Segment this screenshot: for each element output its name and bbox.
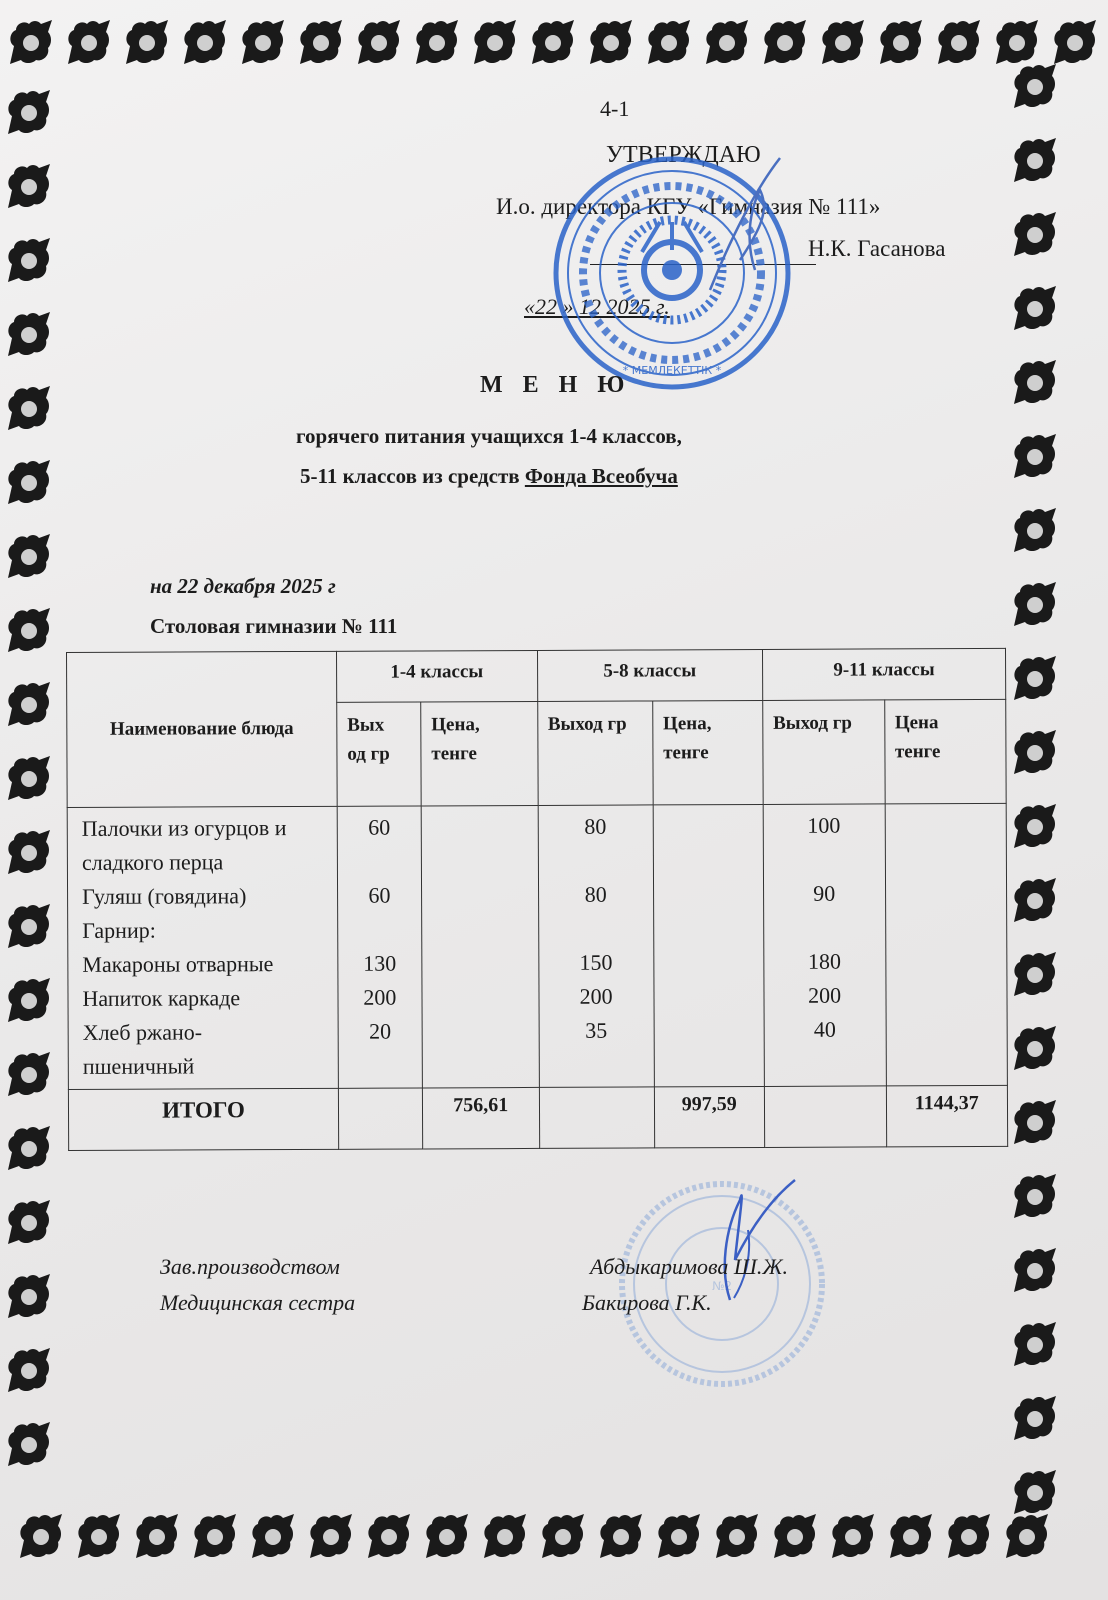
flower-ornament-icon [594, 1510, 646, 1562]
flower-ornament-icon [2, 308, 54, 360]
table-row-dishes [67, 803, 1007, 1089]
dish-line: Напиток каркаде [82, 985, 241, 1011]
yields-5-8-cell [538, 805, 654, 1088]
dish-line: Палочки из огурцов и [81, 815, 287, 841]
svg-text:* МЕМЛЕКЕТТІК *: * МЕМЛЕКЕТТІК * [622, 364, 722, 377]
flower-ornament-icon [826, 1510, 878, 1562]
flower-ornament-icon [4, 16, 56, 68]
ornament-border-top [4, 16, 1100, 68]
header-group-9-11: 9-11 классы [762, 648, 1005, 700]
flower-ornament-icon [2, 900, 54, 952]
prices-9-11-cell [885, 803, 1008, 1086]
yield-value: 60 [368, 882, 391, 908]
director-name: Н.К. Гасанова [808, 236, 946, 261]
header-price-9-11: Цена тенге [884, 699, 1006, 804]
yield-value: 130 [363, 950, 397, 976]
yield-value: 200 [363, 984, 397, 1010]
flower-ornament-icon [884, 1510, 936, 1562]
dish-line: сладкого перца [81, 849, 224, 875]
flower-ornament-icon [2, 382, 54, 434]
total-yield-9-11 [764, 1086, 886, 1148]
flower-ornament-icon [932, 16, 984, 68]
prices-1-4-cell [421, 805, 539, 1088]
flower-ornament-icon [1008, 356, 1060, 408]
flower-ornament-icon [2, 826, 54, 878]
flower-ornament-icon [642, 16, 694, 68]
official-seal-icon [550, 152, 794, 394]
flower-ornament-icon [1008, 874, 1060, 926]
flower-ornament-icon [2, 604, 54, 656]
yield-value [338, 912, 421, 946]
flower-ornament-icon [1008, 1170, 1060, 1222]
flower-ornament-icon [120, 16, 172, 68]
flower-ornament-icon [1008, 208, 1060, 260]
table-header-row-groups [67, 648, 1006, 703]
flower-ornament-icon [1008, 1022, 1060, 1074]
flower-ornament-icon [584, 16, 636, 68]
header-yield-5-8: Выход гр [537, 701, 653, 806]
flower-ornament-icon [1008, 1466, 1060, 1518]
flower-ornament-icon [1008, 134, 1060, 186]
yield-value [539, 911, 653, 945]
flower-ornament-icon [2, 1196, 54, 1248]
header-price-1-4: Цена, тенге [421, 701, 538, 806]
yield-value: 40 [813, 1016, 836, 1042]
fund-name: Фонда Всеобуча [524, 464, 678, 488]
dish-line: Хлеб ржано- [82, 1019, 203, 1045]
flower-ornament-icon [1008, 948, 1060, 1000]
flower-ornament-icon [294, 16, 346, 68]
flower-ornament-icon [1008, 1318, 1060, 1370]
menu-table [66, 648, 1008, 1151]
header-group-5-8: 5-8 классы [537, 649, 763, 701]
flower-ornament-icon [1008, 282, 1060, 334]
flower-ornament-icon [420, 1510, 472, 1562]
ornament-border-bottom [14, 1510, 1052, 1562]
page-label: 4-1 [600, 96, 630, 121]
dish-line: пшеничный [82, 1053, 195, 1079]
approval-heading: УТВЕРЖДАЮ [606, 142, 761, 168]
flower-ornament-icon [652, 1510, 704, 1562]
header-yield-9-11: Выход гр [763, 700, 885, 805]
canteen-name: Столовая гимназии № 111 [150, 614, 398, 638]
flower-ornament-icon [246, 1510, 298, 1562]
menu-title: М Е Н Ю [480, 372, 632, 398]
dish-line: Гарнир: [82, 917, 156, 943]
flower-ornament-icon [758, 16, 810, 68]
flower-ornament-icon [14, 1510, 66, 1562]
total-price-1-4: 756,61 [422, 1087, 539, 1149]
flower-ornament-icon [2, 752, 54, 804]
yield-value: 90 [813, 880, 836, 906]
flower-ornament-icon [942, 1510, 994, 1562]
flower-ornament-icon [2, 1344, 54, 1396]
dish-line: Гуляш (говядина) [82, 883, 247, 909]
yield-value: 200 [579, 983, 613, 1009]
header-group-1-4: 1-4 классы [336, 650, 537, 702]
flower-ornament-icon [526, 16, 578, 68]
yield-value: 20 [368, 1018, 392, 1044]
round-seal-icon [616, 1178, 828, 1390]
yields-1-4-cell [337, 806, 422, 1088]
header-price-5-8: Цена, тенге [652, 700, 763, 804]
flower-ornament-icon [768, 1510, 820, 1562]
flower-ornament-icon [352, 16, 404, 68]
flower-ornament-icon [1008, 800, 1060, 852]
prices-5-8-cell [653, 804, 764, 1086]
flower-ornament-icon [2, 974, 54, 1026]
flower-ornament-icon [304, 1510, 356, 1562]
flower-ornament-icon [468, 16, 520, 68]
menu-subtitle-line2 [300, 464, 678, 489]
flower-ornament-icon [130, 1510, 182, 1562]
flower-ornament-icon [2, 530, 54, 582]
flower-ornament-icon [2, 456, 54, 508]
flower-ornament-icon [700, 16, 752, 68]
flower-ornament-icon [710, 1510, 762, 1562]
approval-date: «22 » 12 2025 г. [524, 294, 670, 319]
total-yield-1-4 [338, 1088, 422, 1149]
total-price-5-8: 997,59 [654, 1086, 764, 1147]
flower-ornament-icon [2, 1270, 54, 1322]
total-price-9-11: 1144,37 [886, 1085, 1008, 1147]
yield-value: 80 [584, 881, 607, 907]
flower-ornament-icon [188, 1510, 240, 1562]
flower-ornament-icon [2, 234, 54, 286]
flower-ornament-icon [2, 1418, 54, 1470]
flower-ornament-icon [816, 16, 868, 68]
svg-text:№2: №2 [711, 1279, 733, 1293]
ornament-border-right [1008, 60, 1060, 1518]
signature-role-nurse: Медицинская сестра [160, 1290, 356, 1315]
flower-ornament-icon [236, 16, 288, 68]
yield-value: 80 [584, 813, 607, 839]
yields-9-11-cell [763, 804, 886, 1087]
subtitle-prefix: 5-11 классов из средств [300, 464, 525, 488]
header-yield-1-4: Вых од гр [337, 702, 422, 806]
header-dish-name: Наименование блюда [67, 651, 338, 807]
flower-ornament-icon [362, 1510, 414, 1562]
yield-value: 60 [368, 814, 391, 840]
flower-ornament-icon [1008, 578, 1060, 630]
dish-names-cell [67, 806, 338, 1089]
flower-ornament-icon [62, 16, 114, 68]
flower-ornament-icon [72, 1510, 124, 1562]
signature-role-production: Зав.производством [160, 1254, 340, 1279]
table-row-total [68, 1085, 1007, 1150]
yield-value: 200 [808, 982, 842, 1008]
signature-line [590, 264, 816, 265]
flower-ornament-icon [2, 160, 54, 212]
flower-ornament-icon [1008, 504, 1060, 556]
yield-value: 150 [579, 949, 613, 975]
yield-value: 180 [807, 948, 842, 974]
yield-value: 35 [585, 1017, 608, 1043]
director-position: И.о. директора КГУ «Гимназия № 111» [496, 194, 881, 219]
flower-ornament-icon [536, 1510, 588, 1562]
flower-ornament-icon [1008, 1096, 1060, 1148]
flower-ornament-icon [1008, 430, 1060, 482]
flower-ornament-icon [1008, 1392, 1060, 1444]
signature-name-nurse: Бакирова Г.К. [582, 1290, 712, 1315]
director-signature-icon [700, 150, 790, 300]
chef-signature-icon [690, 1170, 800, 1310]
signature-name-production: Абдыкаримова Ш.Ж. [590, 1254, 788, 1279]
flower-ornament-icon [2, 86, 54, 138]
flower-ornament-icon [410, 16, 462, 68]
flower-ornament-icon [1008, 652, 1060, 704]
flower-ornament-icon [1008, 1244, 1060, 1296]
total-label: ИТОГО [68, 1088, 338, 1150]
flower-ornament-icon [2, 1122, 54, 1174]
flower-ornament-icon [478, 1510, 530, 1562]
menu-subtitle-line1: горячего питания учащихся 1-4 классов, [296, 424, 682, 448]
menu-date: на 22 декабря 2025 г [150, 574, 336, 598]
yield-value: 100 [807, 812, 841, 838]
flower-ornament-icon [2, 1048, 54, 1100]
flower-ornament-icon [178, 16, 230, 68]
flower-ornament-icon [874, 16, 926, 68]
flower-ornament-icon [1008, 726, 1060, 778]
yield-value [764, 910, 885, 945]
flower-ornament-icon [2, 678, 54, 730]
ornament-border-left [2, 86, 54, 1470]
total-yield-5-8 [539, 1087, 654, 1149]
dish-line: Макароны отварные [82, 951, 274, 977]
flower-ornament-icon [1008, 60, 1060, 112]
